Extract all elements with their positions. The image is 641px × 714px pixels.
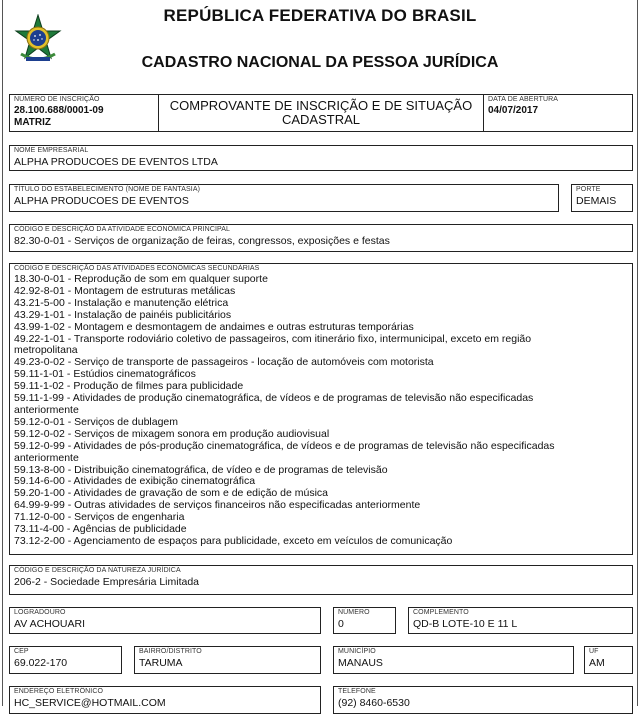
- atividade-secundaria-item: 43.21-5-00 - Instalação e manutenção elétrica: [14, 296, 229, 309]
- inscricao-label: NÚMERO DE INSCRIÇÃO: [14, 96, 100, 103]
- comprovante-title: [159, 99, 483, 127]
- telefone-box: [333, 686, 633, 714]
- porte-box: [571, 184, 633, 212]
- page-subtitle: CADASTRO NACIONAL DA PESSOA JURÍDICA: [141, 54, 499, 71]
- brazil-coat-of-arms-icon: [13, 14, 63, 64]
- complemento-label: COMPLEMENTO: [413, 609, 469, 616]
- atividade-secundaria-item: 49.23-0-02 - Serviço de transporte de passageiros - locação de automóveis com motorista: [14, 356, 434, 369]
- atividade-secundaria-item: 73.12-2-00 - Agenciamento de espaços para publicidade, exceto em veículos de comunicação: [14, 534, 453, 547]
- nome-empresarial-box: [9, 145, 633, 171]
- atividade-secundaria-item: 59.11-1-99 - Atividades de produção cinematográfica, de vídeos e de programas de televisão não especificadas: [14, 392, 534, 405]
- fantasia-value: ALPHA PRODUCOES DE EVENTOS: [14, 195, 189, 207]
- atividade-secundaria-item: 71.12-0-00 - Serviços de engenharia: [14, 511, 185, 524]
- complemento-value: QD-B LOTE-10 E 11 L: [413, 618, 518, 630]
- inscricao-number: 28.100.688/0001-09: [14, 105, 104, 116]
- bairro-label: BAIRRO/DISTRITO: [139, 648, 202, 655]
- abertura-value: 04/07/2017: [488, 105, 539, 116]
- comprovante-title-line2: CADASTRAL: [281, 112, 361, 127]
- cep-label: CEP: [14, 648, 29, 655]
- atividade-secundaria-item: 49.22-1-01 - Transporte rodoviário coletivo de passageiros, com itinerário fixo, intermunicipal, exceto em região: [14, 332, 532, 345]
- email-label: ENDEREÇO ELETRÔNICO: [14, 688, 104, 695]
- atividade-secundaria-item: 59.20-1-00 - Atividades de gravação de som e de edição de música: [14, 487, 329, 500]
- natureza-value: 206-2 - Sociedade Empresária Limitada: [14, 576, 200, 588]
- atividade-secundaria-item: 42.92-8-01 - Montagem de estruturas metálicas: [14, 284, 236, 297]
- cep-box: [9, 646, 122, 674]
- municipio-label: MUNICÍPIO: [338, 648, 376, 655]
- bairro-box: [134, 646, 321, 674]
- fantasia-box: [9, 184, 559, 212]
- atividade-principal-label: CÓDIGO E DESCRIÇÃO DA ATIVIDADE ECONÔMICA PRINCIPAL: [14, 226, 231, 233]
- comprovante-box: [158, 94, 484, 132]
- numero-box: [333, 607, 396, 634]
- nome-empresarial-label: NOME EMPRESARIAL: [14, 147, 89, 154]
- telefone-label: TELEFONE: [338, 688, 376, 695]
- municipio-value: MANAUS: [338, 657, 383, 669]
- atividade-secundaria-item: 43.99-1-02 - Montagem e desmontagem de andaimes e outras estruturas temporárias: [14, 320, 414, 333]
- page-title: REPÚBLICA FEDERATIVA DO BRASIL: [163, 6, 477, 25]
- abertura-box: [483, 94, 633, 132]
- cep-value: 69.022-170: [14, 657, 68, 669]
- abertura-label: DATA DE ABERTURA: [488, 96, 559, 103]
- atividades-secundarias-box: [9, 263, 633, 555]
- logradouro-value: AV ACHOUARI: [14, 618, 85, 630]
- atividade-secundaria-item: 59.11-1-01 - Estúdios cinematográficos: [14, 368, 196, 381]
- bairro-value: TARUMA: [139, 657, 183, 669]
- atividade-secundaria-item: anteriormente: [14, 403, 79, 416]
- natureza-label: CÓDIGO E DESCRIÇÃO DA NATUREZA JURÍDICA: [14, 567, 181, 574]
- atividade-secundaria-item: 73.11-4-00 - Agências de publicidade: [14, 523, 187, 536]
- uf-label: UF: [589, 648, 599, 655]
- atividade-secundaria-item: 59.14-6-00 - Atividades de exibição cinematográfica: [14, 475, 256, 488]
- numero-value: 0: [338, 618, 344, 630]
- email-value: HC_SERVICE@HOTMAIL.COM: [14, 697, 166, 709]
- porte-value: DEMAIS: [576, 195, 617, 207]
- uf-value: AM: [589, 657, 605, 669]
- comprovante-title-line1: COMPROVANTE DE INSCRIÇÃO E DE SITUAÇÃO: [169, 98, 473, 113]
- atividade-principal-box: [9, 224, 633, 252]
- atividade-secundaria-item: anteriormente: [14, 451, 79, 464]
- atividades-secundarias-list: [14, 274, 628, 548]
- atividade-secundaria-item: 59.12-0-01 - Serviços de dublagem: [14, 415, 179, 428]
- telefone-value: (92) 8460-6530: [338, 697, 410, 709]
- inscricao-type: MATRIZ: [14, 117, 52, 128]
- numero-label: NÚMERO: [338, 609, 370, 616]
- nome-empresarial-value: ALPHA PRODUCOES DE EVENTOS LTDA: [14, 156, 218, 168]
- atividade-secundaria-item: 64.99-9-99 - Outras atividades de serviços financeiros não especificadas anteriormente: [14, 499, 421, 512]
- email-box: [9, 686, 321, 714]
- atividades-secundarias-label: CÓDIGO E DESCRIÇÃO DAS ATIVIDADES ECONÔMICAS SECUNDÁRIAS: [14, 265, 260, 272]
- inscricao-box: [9, 94, 159, 132]
- atividade-secundaria-item: metropolitana: [14, 344, 78, 357]
- natureza-box: [9, 565, 633, 595]
- atividade-secundaria-item: 59.12-0-02 - Serviços de mixagem sonora em produção audiovisual: [14, 427, 330, 440]
- atividade-principal-value: 82.30-0-01 - Serviços de organização de feiras, congressos, exposições e festas: [14, 235, 390, 247]
- uf-box: [584, 646, 633, 674]
- municipio-box: [333, 646, 574, 674]
- atividade-secundaria-item: 59.11-1-02 - Produção de filmes para publicidade: [14, 380, 244, 393]
- fantasia-label: TÍTULO DO ESTABELECIMENTO (NOME DE FANTASIA): [14, 186, 201, 193]
- atividade-secundaria-item: 43.29-1-01 - Instalação de painéis publicitários: [14, 308, 232, 321]
- atividade-secundaria-item: 59.12-0-99 - Atividades de pós-produção cinematográfica, de vídeos e de programas de televisão não especificadas: [14, 439, 555, 452]
- complemento-box: [408, 607, 633, 634]
- atividade-secundaria-item: 59.13-8-00 - Distribuição cinematográfica, de vídeo e de programas de televisão: [14, 463, 388, 476]
- logradouro-box: [9, 607, 321, 634]
- logradouro-label: LOGRADOURO: [14, 609, 66, 616]
- atividade-secundaria-item: 18.30-0-01 - Reprodução de som em qualquer suporte: [14, 273, 268, 285]
- porte-label: PORTE: [576, 186, 601, 193]
